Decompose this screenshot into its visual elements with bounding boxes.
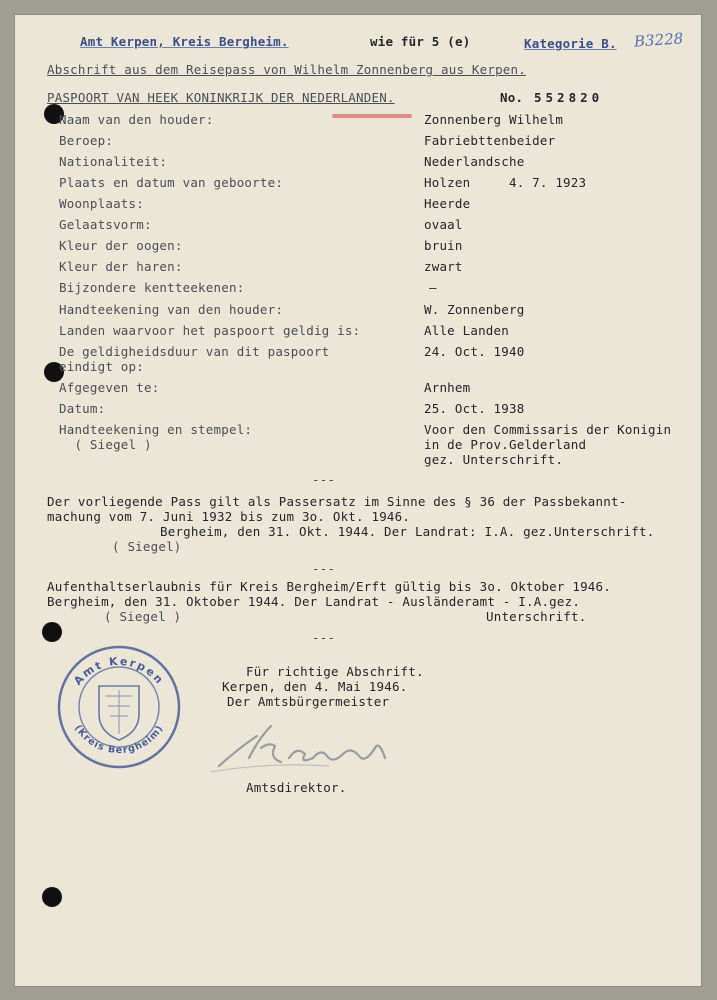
document-page [14,14,702,987]
field-label: Gelaatsvorm: [59,217,152,232]
field-value: Heerde [424,196,471,211]
passersatz-notice-line: Der vorliegende Pass gilt als Passersatz im Sinne des § 36 der Passbekannt- [47,494,627,509]
field-label: Afgegeven te: [59,380,160,395]
field-label: Kleur der oogen: [59,238,183,253]
field-value: zwart [424,259,463,274]
passport-heading: PASPOORT VAN HEEK KONINKRIJK DER NEDERLANDEN. [47,90,395,105]
field-label: Beroep: [59,133,114,148]
field-label: De geldigheidsduur van dit paspoort eindigt op: [59,344,330,374]
punch-hole [42,622,62,642]
field-value: Arnhem [424,380,471,395]
signatory-title: Amtsdirektor. [246,780,347,795]
field-value: bruin [424,238,463,253]
field-value: 24. Oct. 1940 [424,344,525,359]
field-value: W. Zonnenberg [424,302,525,317]
field-value: Nederlandsche [424,154,525,169]
stamp-text-top: Amt Kerpen [71,654,167,688]
field-value: Voor den Commissaris der Konigin in de Prov.Gelderland gez. Unterschrift. [424,422,672,467]
field-value: ovaal [424,217,463,232]
field-label: Datum: [59,401,106,416]
certification-line: Für richtige Abschrift. [246,664,424,679]
passport-number: 552820 [534,90,604,105]
field-label: Handteekening van den houder: [59,302,284,317]
field-value: Holzen 4. 7. 1923 [424,175,587,190]
field-label: Woonplaats: [59,196,144,211]
separator: --- [312,561,336,576]
reference-text: wie für 5 (e) [370,34,471,49]
field-value: 25. Oct. 1938 [424,401,525,416]
siegel-note: ( Siegel) [112,539,182,554]
separator: --- [312,472,336,487]
punch-hole [42,887,62,907]
signature-note: Unterschrift. [486,609,587,624]
document-subtitle: Abschrift aus dem Reisepass von Wilhelm Zonnenberg aus Kerpen. [47,62,526,77]
passersatz-notice-line: Bergheim, den 31. Okt. 1944. Der Landrat: I.A. gez.Unterschrift. [160,524,655,539]
certification-line: Der Amtsbürgermeister [227,694,390,709]
field-label: Landen waarvoor het paspoort geldig is: [59,323,361,338]
residence-permit-line: Bergheim, den 31. Oktober 1944. Der Landrat - Ausländeramt - I.A.gez. [47,594,581,609]
field-value: Zonnenberg Wilhelm [424,112,564,127]
field-label: Bijzondere kentteekenen: [59,280,245,295]
residence-permit-line: Aufenthaltserlaubnis für Kreis Bergheim/Erft gültig bis 3o. Oktober 1946. [47,579,611,594]
field-value: Fabriebttenbeider [424,133,556,148]
field-label: Plaats en datum van geboorte: [59,175,284,190]
field-label: Handteekening en stempel: ( Siegel ) [59,422,253,452]
certification-line: Kerpen, den 4. Mai 1946. [222,679,408,694]
category-label: Kategorie B. [524,36,617,51]
svg-text:Amt Kerpen [71,655,167,688]
official-stamp [56,644,182,774]
field-label: Naam van den houder: [59,112,214,127]
archive-margin-note: B3228 [633,29,684,51]
passport-number-label: No. [500,90,524,105]
handwritten-signature [209,718,409,782]
field-value: Alle Landen [424,323,509,338]
siegel-note: ( Siegel ) [104,609,182,624]
separator: --- [312,630,336,645]
field-label: Nationaliteit: [59,154,168,169]
stamp-text-bottom: (Kreis Bergheim) [72,723,166,757]
field-label: Kleur der haren: [59,259,183,274]
red-pencil-mark [332,114,412,118]
office-header: Amt Kerpen, Kreis Bergheim. [80,34,289,49]
field-value: — [429,280,437,295]
passersatz-notice-line: machung vom 7. Juni 1932 bis zum 3o. Okt. 1946. [47,509,411,524]
